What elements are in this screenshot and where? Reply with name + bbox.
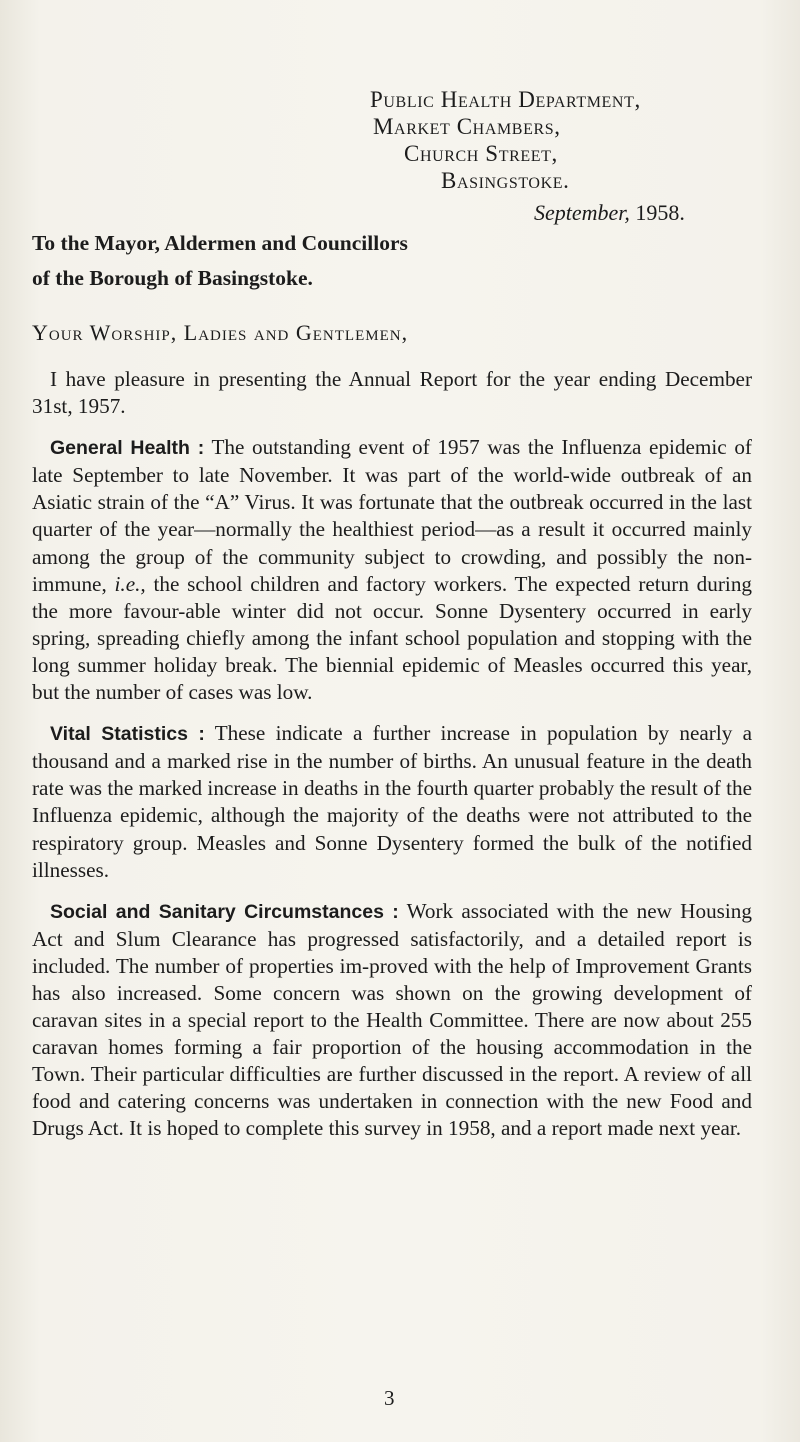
section-text: Work associated with the new Housing Act and Slum Clearance has progressed satisfactorily, and a detailed report is included. The number of properties im-proved with the help of Improvement Grants has also increased. Some concern was shown on the growing development of caravan sites in a special report to the Health Committee. There are now about 255 caravan homes forming a fair proportion of the housing accommodation in the Town. Their particular difficulties are further discussed in the report. A review of all food and catering concerns was undertaken in connection with the new Food and Drugs Act. It is hoped to complete this survey in 1958, and a report made next year. [32, 898, 752, 1141]
section-heading: General Health : [50, 437, 205, 460]
social-sanitary-paragraph [32, 898, 752, 1143]
section-heading: Vital Statistics : [50, 723, 205, 746]
address-line-4: Basingstoke. [441, 168, 570, 193]
date-month: September, [534, 200, 630, 225]
vital-statistics-paragraph [32, 720, 752, 884]
addressee-line-1: To the Mayor, Aldermen and Councillors [32, 231, 408, 255]
page-number: 3 [384, 1386, 395, 1410]
sender-address [370, 86, 641, 194]
address-line-2: Market Chambers, [373, 114, 561, 139]
section-text-italic: i.e., [114, 571, 146, 596]
address-line-1: Public Health Department, [370, 87, 641, 112]
salutation: Your Worship, Ladies and Gentlemen, [32, 320, 409, 345]
intro-paragraph: I have pleasure in presenting the Annual Report for the year ending December 31st, 1957. [32, 367, 752, 419]
address-line-3: Church Street, [404, 141, 558, 166]
addressee [32, 226, 408, 296]
section-heading: Social and Sanitary Circumstances : [50, 900, 399, 923]
report-body [32, 366, 752, 1157]
letter-date [534, 200, 685, 226]
date-year: 1958. [635, 200, 685, 225]
general-health-paragraph [32, 434, 752, 706]
section-text: These indicate a further increase in population by nearly a thousand and a marked rise in the number of births. An unusual feature in the death rate was the marked increase in deaths in the fourth quarter probably the result of the Influenza epidemic, although the majority of the deaths were not attributed to the respiratory group. Measles and Sonne Dysentery formed the bulk of the notified illnesses. [32, 721, 752, 882]
section-text: The outstanding event of 1957 was the Influenza epidemic of late September to late November. It was part of the world-wide outbreak of an Asiatic strain of the “A” Virus. It was fortunate that the outbreak occurred in the last quarter of the year—normally the healthiest period—as a result it occurred mainly among the group of the community subject to crowding, and possibly the non-immune, [32, 435, 752, 596]
section-text: the school children and factory workers. The expected return during the more favour-able winter did not occur. Sonne Dysentery occurred in early spring, spreading chiefly among the infant school population and stopping with the long summer holiday break. The biennial epidemic of Measles occurred this year, but the number of cases was low. [32, 571, 753, 705]
addressee-line-2: of the Borough of Basingstoke. [32, 266, 313, 290]
